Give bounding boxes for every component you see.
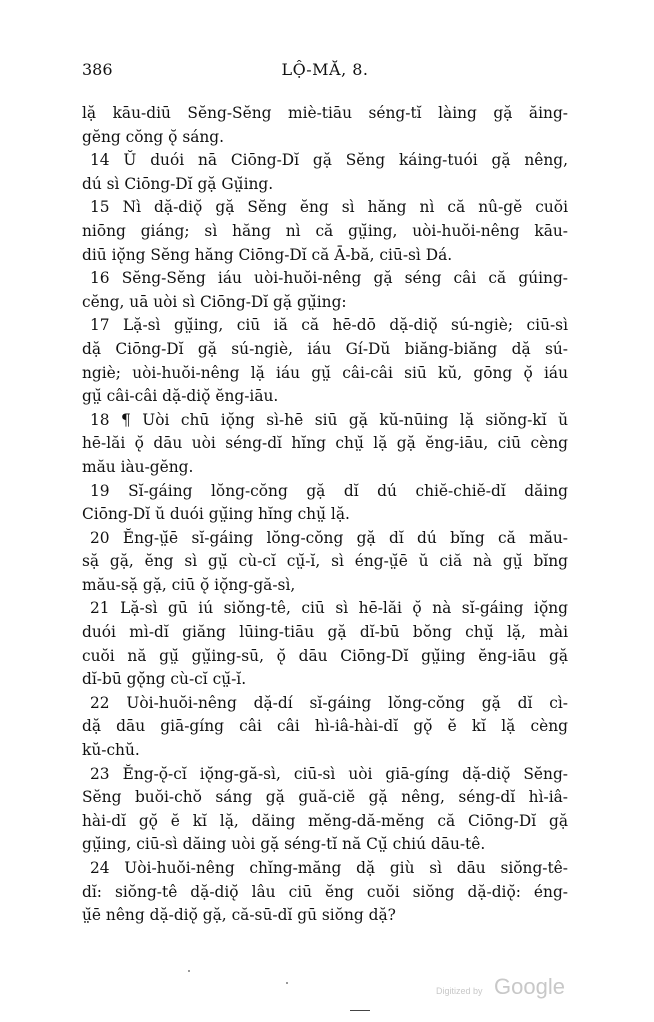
text-line: ngiè; uòi-huŏi-nêng lặ iáu gṳ̆ câi-câi siū kŭ, gōng ǫ̆ iáu [82, 363, 568, 382]
text-line: mău iàu-gĕng. [82, 457, 194, 476]
text-line: 19 Sĭ-gáing lŏng-cŏng gặ dĭ dú chiĕ-chiĕ-dĭ dăing [90, 481, 568, 500]
text-line: gṳ̆ câi-câi dặ-diǫ̆ ĕng-iāu. [82, 387, 279, 406]
text-line: hē-lăi ǫ̆ dāu uòi séng-dĭ hĭng chṳ̆ lặ gặ ĕng-iāu, ciū cèng [82, 434, 568, 453]
watermark-brand: Google [494, 974, 565, 999]
text-line: dĭ-bū gǫ̆ng cù-cĭ cṳ̆-ĭ. [82, 670, 247, 689]
text-line: lặ kāu-diū Sĕng-Sĕng miè-tiāu séng-tĭ làing gặ ăing- [82, 104, 568, 122]
text-line: Ciōng-Dĭ ŭ duói gṳ̆ing hĭng chṳ̆ lặ. [82, 505, 350, 524]
text-line: dặ Ciōng-Dĭ gặ sú-ngiè, iáu Gí-Dŭ biăng-biăng dặ sú- [82, 339, 568, 358]
text-line: gĕng cŏng ǫ̆ sáng. [82, 127, 225, 146]
digitized-watermark [436, 974, 576, 1004]
text-line: dặ dāu giā-gíng câi câi hì-iâ-hài-dĭ gǫ̆ ĕ kĭ lặ cèng [82, 717, 568, 736]
page-header [82, 60, 568, 84]
text-line: 14 Ŭ duói nā Ciōng-Dĭ gặ Sĕng káing-tuói gặ nêng, [90, 151, 568, 170]
page-number: 386 [82, 60, 113, 79]
text-line: 15 Nì dặ-diǫ̆ gặ Sĕng ĕng sì hăng nì că nû-gĕ cuŏi [90, 198, 568, 217]
text-line: 20 Ĕng-ṳ̆ē sĭ-gáing lŏng-cŏng gặ dĭ dú bĭng că mău- [90, 528, 568, 547]
text-line: gṳ̆ing, ciū-sì dăing uòi gặ séng-tĭ nă Cṳ̆ chiú dāu-tê. [82, 835, 486, 854]
text-line: dĭ: siŏng-tê dặ-diǫ̆ lâu ciū ĕng cuŏi siŏng dặ-diǫ̆: éng- [82, 882, 568, 901]
text-line: sặ gặ, ĕng sì gṳ̆ cù-cĭ cṳ̆-ĭ, sì éng-ṳ̆ē ŭ ciă nà gṳ̆ bĭng [82, 552, 568, 571]
watermark-prefix: Digitized by [436, 986, 483, 996]
footer-rule [350, 1010, 370, 1011]
text-line: 17 Lặ-sì gṳ̆ing, ciū iă că hē-dō dặ-diǫ̆ sú-ngiè; ciū-sì [90, 316, 568, 335]
running-title: LỘ-MĂ, 8. [281, 60, 369, 79]
speck [188, 970, 190, 972]
text-line: 22 Uòi-huŏi-nêng dặ-dí sĭ-gáing lŏng-cŏng gặ dĭ cì- [90, 693, 568, 712]
text-line: duói mì-dĭ giăng lūing-tiāu gặ dĭ-bū bŏng chṳ̆ lặ, mài [82, 623, 568, 642]
text-line: cuŏi nă gṳ̆ gṳ̆ing-sū, ǫ̆ dāu Ciōng-Dĭ gṳ̆ing ĕng-iāu gặ [82, 646, 568, 665]
text-line: dú sì Ciōng-Dĭ gặ Gṳ̆ing. [82, 174, 274, 193]
text-line: ṳ̆ē nêng dặ-diǫ̆ gặ, că-sū-dĭ gū siŏng dặ? [82, 906, 396, 925]
text-body [82, 102, 568, 928]
speck [286, 982, 288, 984]
text-line: kŭ-chŭ. [82, 741, 140, 760]
text-line: 23 Ĕng-ǫ̆-cĭ iǫ̆ng-gă-sì, ciū-sì uòi giā-gíng dặ-diǫ̆ Sĕng- [90, 764, 568, 783]
text-line: diū iǫ̆ng Sĕng hăng Ciōng-Dĭ că Ā-bă, ciū-sì Dá. [82, 245, 453, 264]
text-line: hài-dĭ gǫ̆ ĕ kĭ lặ, dăing mĕng-dă-mĕng că Ciōng-Dĭ gặ [82, 811, 568, 830]
text-line: 24 Uòi-huŏi-nêng chĭng-măng dặ giù sì dāu siŏng-tê- [90, 859, 568, 877]
text-line: cĕng, uā uòi sì Ciōng-Dĭ gặ gṳ̆ing: [82, 292, 347, 311]
text-line: niōng giáng; sì hăng nì că gṳ̆ing, uòi-huŏi-nêng kāu- [82, 221, 568, 240]
text-line: 18 ¶ Uòi chū iǫ̆ng sì-hē siū gặ kŭ-nūing lặ siŏng-kĭ ŭ [90, 410, 568, 429]
text-line: Sĕng buŏi-chŏ sáng gặ guă-ciĕ gặ nêng, séng-dĭ hì-iâ- [82, 788, 568, 807]
text-line: 21 Lặ-sì gū iú siŏng-tê, ciū sì hē-lăi ǫ̆ nà sĭ-gáing iǫ̆ng [90, 599, 568, 618]
text-line: mău-sặ gặ, ciū ǫ̆ iǫ̆ng-gă-sì, [82, 575, 296, 594]
text-line: 16 Sĕng-Sĕng iáu uòi-huŏi-nêng gặ séng câi că gúing- [90, 269, 568, 288]
